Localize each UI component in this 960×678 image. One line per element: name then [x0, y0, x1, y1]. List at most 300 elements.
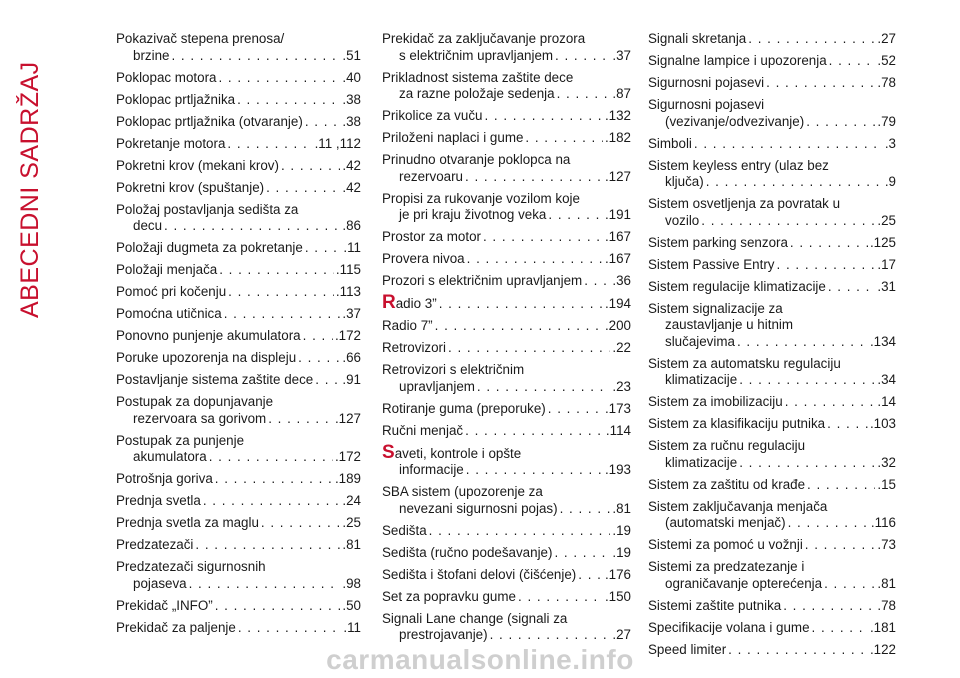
dot-leader — [215, 471, 333, 488]
dot-leader — [560, 501, 611, 518]
index-entry — [382, 31, 631, 64]
dot-leader — [490, 627, 611, 644]
index-entry-text: Ponovno punjenje akumulatora — [116, 328, 301, 343]
index-entry-text: Sedišta — [382, 522, 427, 538]
dot-leader — [195, 537, 340, 554]
dot-leader — [238, 620, 342, 637]
index-entry-last-line — [648, 53, 896, 70]
page-number: .24 — [342, 493, 361, 508]
page-number: .115 — [335, 262, 361, 277]
dot-leader — [228, 284, 334, 301]
index-entry-line: Postupak za dopunjavanje — [116, 394, 274, 409]
index-entry-last-line — [382, 501, 631, 518]
page-number: .23 — [612, 378, 631, 394]
side-title-text: ABECEDNI SADRŽAJ — [16, 61, 44, 318]
index-entry — [648, 257, 896, 274]
dot-leader — [777, 257, 876, 274]
index-entry-last-line — [116, 240, 361, 257]
dot-leader — [219, 262, 334, 279]
dot-leader — [466, 462, 603, 479]
dot-leader — [483, 229, 603, 246]
index-entry-text: Priloženi naplaci i gume — [382, 130, 524, 145]
index-entry-last-line — [648, 257, 896, 274]
dot-leader — [766, 75, 875, 92]
index-entry — [648, 53, 896, 70]
index-entry-line: Sistem osvetljenja za povratak u — [648, 196, 841, 211]
index-entry — [116, 620, 361, 637]
dot-leader — [435, 318, 603, 335]
index-entry-text: Prostor za motor — [382, 229, 481, 244]
page-number: .114 — [605, 422, 631, 438]
index-entry-last-line — [648, 576, 896, 593]
dot-leader — [739, 455, 875, 472]
index-entry-line: Retrovizori s električnim — [382, 362, 525, 377]
dot-leader — [554, 545, 610, 562]
page-number: .116 — [870, 515, 896, 530]
index-entry-last-line — [116, 620, 361, 637]
index-entry — [382, 251, 631, 268]
page-number: .122 — [869, 641, 896, 657]
page-number: .38 — [342, 91, 361, 107]
dot-leader — [203, 493, 341, 510]
dot-leader — [465, 169, 603, 186]
index-entry — [116, 158, 361, 175]
index-entry-text: ograničavanje opterećenja — [665, 575, 823, 591]
index-entry-text: Retrovizori — [382, 340, 446, 355]
index-entry-last-line — [116, 537, 361, 554]
dot-leader — [807, 477, 875, 494]
index-entry-text: Sistem parking senzora — [648, 234, 788, 250]
index-entry — [116, 240, 361, 257]
dot-leader — [584, 273, 610, 290]
index-entry — [382, 273, 631, 290]
dot-leader — [448, 340, 610, 357]
index-entry-text: Speed limiter — [648, 641, 727, 657]
index-entry — [648, 499, 896, 532]
index-entry-text: Prekidač „INFO” — [116, 597, 213, 613]
index-entry — [648, 97, 896, 130]
index-entry-text: Simboli — [648, 135, 692, 151]
dot-leader — [557, 86, 611, 103]
index-column-2 — [382, 31, 631, 649]
index-entry-line: Prekidač za zaključavanje prozora — [382, 31, 586, 46]
index-column-1 — [116, 31, 361, 642]
index-entry — [648, 136, 896, 153]
index-entry — [116, 471, 361, 488]
index-entry-last-line — [382, 292, 631, 313]
index-entry-line: Predzatezači sigurnosnih — [116, 559, 266, 574]
index-entry-last-line — [648, 174, 896, 191]
index-column-3 — [648, 31, 896, 664]
dot-leader — [467, 251, 603, 268]
index-entry-text: vozilo — [665, 212, 700, 228]
index-entry-text: Set za popravku gume — [382, 588, 516, 604]
dot-leader — [827, 416, 868, 433]
index-entry — [648, 356, 896, 389]
index-entry — [382, 191, 631, 224]
index-entry-line: Propisi za rukovanje vozilom koje — [382, 190, 580, 206]
index-entry — [116, 394, 361, 427]
index-entry-last-line — [382, 545, 631, 562]
page-number: .167 — [604, 251, 631, 266]
page-number: .79 — [877, 113, 896, 129]
index-entry — [116, 92, 361, 109]
dot-leader — [227, 136, 312, 153]
index-entry-text: Sigurnosni pojasevi — [648, 75, 765, 90]
index-entry — [648, 438, 896, 471]
dot-leader — [224, 306, 341, 323]
index-entry-last-line — [382, 567, 631, 584]
index-entry-line: Sigurnosni pojasevi — [648, 97, 765, 112]
page-number: .32 — [877, 454, 896, 470]
dot-leader — [739, 372, 875, 389]
page-number: .22 — [612, 340, 631, 355]
page-number: .9 — [884, 174, 896, 189]
page-number: .19 — [612, 522, 631, 538]
page-number: .191 — [604, 207, 631, 222]
index-entry-last-line — [648, 372, 896, 389]
index-entry-text: nevezani sigurnosni pojas) — [399, 500, 558, 516]
index-entry-text: Provera nivoa — [382, 251, 465, 266]
index-entry — [382, 362, 631, 395]
page-number: .98 — [342, 575, 361, 591]
index-entry-text: (automatski menjač) — [665, 515, 786, 530]
index-entry-text: Ručni menjač — [382, 422, 464, 438]
index-entry-text: Sistemi za pomoć u vožnji — [648, 537, 803, 552]
index-entry-last-line — [382, 130, 631, 147]
index-entry-last-line — [116, 493, 361, 510]
dot-leader — [281, 158, 340, 175]
index-entry-text: rezervoara sa gorivom — [133, 410, 267, 426]
dot-leader — [237, 92, 340, 109]
index-entry — [382, 70, 631, 103]
index-entry-last-line — [382, 108, 631, 125]
page-number: .40 — [342, 69, 361, 85]
index-entry-last-line — [382, 462, 631, 479]
index-entry-last-line — [648, 334, 896, 351]
dot-leader — [477, 379, 610, 396]
page-number: .11 — [343, 240, 361, 255]
page-number: .73 — [877, 537, 896, 552]
dot-leader — [748, 31, 875, 48]
index-entry-last-line — [382, 251, 631, 268]
index-entry-last-line — [116, 180, 361, 197]
dot-leader — [785, 394, 876, 411]
index-entry-line: Sistem zaključavanja menjača — [648, 498, 828, 514]
index-entry-text: Rotiranje guma (preporuke) — [382, 400, 546, 416]
index-entry-text: Signali skretanja — [648, 31, 747, 46]
index-entry-last-line — [382, 340, 631, 357]
dot-leader — [439, 296, 603, 313]
index-entry — [382, 611, 631, 644]
index-entry — [116, 306, 361, 323]
index-entry-line: Sistem keyless entry (ulaz bez — [648, 157, 829, 173]
index-entry-text: Signalne lampice i upozorenja — [648, 53, 827, 68]
page-number: .17 — [877, 256, 896, 272]
dot-leader — [525, 130, 603, 147]
index-entry-last-line — [116, 449, 361, 466]
index-entry-last-line — [382, 318, 631, 335]
index-entry-line: Prinudno otvaranje poklopca na — [382, 152, 571, 167]
index-entry-line: Položaj postavljanja sedišta za — [116, 201, 299, 217]
index-entry — [116, 598, 361, 615]
index-entry-line: Sistem za automatsku regulaciju — [648, 355, 841, 371]
section-initial: R — [382, 292, 396, 313]
page-number: .78 — [877, 597, 896, 613]
page-number: .15 — [877, 476, 896, 492]
index-entry-last-line — [382, 86, 631, 103]
index-entry-last-line — [382, 627, 631, 644]
page-number: .42 — [342, 157, 361, 173]
page-number: .181 — [869, 619, 896, 635]
index-entry-text: Pomoćna utičnica — [116, 306, 222, 321]
dot-leader — [555, 48, 610, 65]
index-entry-last-line — [382, 48, 631, 65]
index-entry — [648, 620, 896, 637]
index-entry-text: Položaji menjača — [116, 262, 218, 277]
index-entry-last-line — [116, 48, 361, 65]
index-entry-text: Poruke upozorenja na displeju — [116, 350, 297, 365]
index-entry-text: Specifikacije volana i gume — [648, 619, 810, 635]
page-number: .36 — [612, 273, 631, 288]
page-number: .87 — [612, 86, 631, 101]
page-number: .134 — [869, 333, 896, 349]
index-entry-last-line — [382, 169, 631, 186]
dot-leader — [788, 515, 869, 532]
page-number: .200 — [604, 318, 631, 333]
watermark: carmanualsonline.info — [326, 644, 634, 675]
dot-leader — [465, 423, 604, 440]
index-entry — [382, 340, 631, 357]
page-number: .189 — [334, 471, 361, 486]
index-entry — [648, 477, 896, 494]
page-number: .103 — [869, 416, 896, 431]
index-entry — [648, 75, 896, 92]
page-number: .31 — [877, 278, 896, 294]
page-number: .37 — [342, 306, 361, 321]
page-number: .81 — [612, 500, 631, 516]
dot-leader — [171, 48, 340, 65]
page-number: .132 — [604, 108, 631, 123]
index-entry — [648, 537, 896, 554]
index-entry-text: Prikolice za vuču — [382, 108, 483, 123]
index-entry — [116, 202, 361, 235]
index-entry-text: klimatizacije — [665, 454, 738, 470]
index-entry-last-line — [382, 207, 631, 224]
index-entry-line: Sistem za ručnu regulaciju — [648, 438, 806, 453]
dot-leader — [266, 180, 340, 197]
index-entry-last-line — [648, 537, 896, 554]
page-number: .27 — [612, 627, 631, 642]
dot-leader — [268, 411, 333, 428]
index-entry-text: prestrojavanje) — [399, 627, 488, 642]
index-entry-last-line — [382, 423, 631, 440]
index-entry — [382, 423, 631, 440]
page-number: .127 — [604, 168, 631, 184]
index-entry-text: klimatizacije — [665, 372, 738, 387]
index-entry-text: informacije — [399, 462, 464, 477]
index-entry-text: je pri kraju životnog veka — [399, 207, 547, 222]
index-entry — [648, 301, 896, 351]
index-entry-text: Sistemi zaštite putnika — [648, 597, 782, 613]
index-entry — [116, 180, 361, 197]
index-entry-text: ključa) — [665, 174, 704, 189]
dot-leader — [706, 174, 883, 191]
index-entry — [382, 401, 631, 418]
index-entry-last-line — [116, 284, 361, 301]
dot-leader — [298, 350, 340, 367]
index-entry-text: Sedišta (ručno podešavanje) — [382, 544, 553, 560]
index-entry — [116, 31, 361, 64]
index-entry-text: Prednja svetla za maglu — [116, 515, 259, 530]
index-entry — [116, 114, 361, 131]
dot-leader — [484, 108, 602, 125]
index-entry — [116, 136, 361, 153]
page-number: .172 — [334, 449, 361, 464]
index-entry-last-line — [116, 350, 361, 367]
dot-leader — [790, 235, 868, 252]
index-entry — [648, 158, 896, 191]
index-entry — [116, 515, 361, 532]
index-entry-last-line — [382, 401, 631, 418]
index-entry-line: SBA sistem (upozorenje za — [382, 484, 543, 499]
page-number: .91 — [342, 372, 361, 387]
page-number: .66 — [342, 350, 361, 365]
index-entry-line: Postupak za punjenje — [116, 432, 245, 448]
index-entry-text: (vezivanje/odvezivanje) — [665, 113, 805, 129]
page-number: .25 — [877, 212, 896, 228]
dot-leader — [783, 598, 875, 615]
index-entry-last-line — [648, 136, 896, 153]
index-entry — [116, 262, 361, 279]
index-entry — [648, 196, 896, 229]
index-entry-last-line — [382, 523, 631, 540]
index-entry-rest: adio 3” — [395, 296, 437, 311]
page-number: .150 — [604, 588, 631, 604]
page-number: .11 ,112 — [314, 135, 361, 151]
index-entry-last-line — [648, 394, 896, 411]
index-entry-text: Sistem Passive Entry — [648, 256, 775, 272]
index-entry-text: decu — [133, 218, 163, 233]
index-entry — [648, 235, 896, 252]
index-entry — [648, 394, 896, 411]
index-entry — [382, 152, 631, 185]
index-entry-last-line — [116, 576, 361, 593]
dot-leader — [701, 213, 875, 230]
dot-leader — [805, 537, 876, 554]
index-entry-last-line — [116, 306, 361, 323]
dot-leader — [548, 401, 603, 418]
index-entry-text: Sedišta i štofani delovi (čišćenje) — [382, 566, 577, 582]
index-entry — [116, 537, 361, 554]
dot-leader — [548, 207, 603, 224]
index-entry-last-line — [116, 70, 361, 87]
index-entry-line: Pokazivač stepena prenosa/ — [116, 31, 285, 46]
page-number: .34 — [877, 372, 896, 387]
index-entry-text: Radio 7” — [382, 318, 433, 333]
index-entry-line: Prikladnost sistema zaštite dece — [382, 69, 574, 85]
index-entry-last-line — [382, 229, 631, 246]
page-number: .38 — [342, 113, 361, 129]
index-entry-text: Pokretanje motora — [116, 135, 226, 151]
page-number: .193 — [604, 462, 631, 477]
index-entry — [382, 130, 631, 147]
dot-leader — [305, 240, 342, 257]
section-initial: S — [382, 441, 395, 463]
page-number: .167 — [604, 229, 631, 244]
index-entry — [116, 328, 361, 345]
index-entry — [116, 559, 361, 592]
index-entry-text: Prednja svetla — [116, 493, 201, 508]
page-number: .172 — [334, 328, 361, 343]
page-number: .173 — [604, 400, 631, 416]
index-entry-last-line — [648, 477, 896, 494]
index-entry — [382, 108, 631, 125]
page-number: .182 — [604, 130, 631, 145]
page-number: .14 — [877, 394, 896, 409]
page-number: .50 — [342, 597, 361, 613]
page-number: .51 — [342, 47, 361, 63]
dot-leader — [824, 576, 875, 593]
index-entry-text — [382, 292, 437, 313]
index-entry — [382, 523, 631, 540]
dot-leader — [694, 136, 883, 153]
index-entry — [382, 318, 631, 335]
dot-leader — [218, 70, 340, 87]
index-entry — [116, 372, 361, 389]
dot-leader — [305, 114, 341, 131]
index-entry-last-line — [648, 455, 896, 472]
index-entry — [116, 284, 361, 301]
page-number: .52 — [877, 53, 896, 68]
index-entry — [382, 567, 631, 584]
index-entry-last-line — [648, 598, 896, 615]
index-entry-last-line — [116, 136, 361, 153]
dot-leader — [189, 576, 341, 593]
page-number: .113 — [335, 284, 361, 299]
dot-leader — [812, 620, 868, 637]
index-entry-text: Pomoć pri kočenju — [116, 284, 227, 299]
index-entry-last-line — [648, 235, 896, 252]
index-entry-line: Signali Lane change (signali za — [382, 610, 568, 626]
index-entry-text: Potrošnja goriva — [116, 471, 213, 486]
index-entry — [382, 292, 631, 313]
index-entry-last-line — [648, 114, 896, 131]
dot-leader — [164, 218, 340, 235]
index-entry-last-line — [648, 416, 896, 433]
page-number: .86 — [342, 218, 361, 233]
index-entry-last-line — [116, 262, 361, 279]
page-number: .194 — [604, 296, 631, 311]
index-entry-last-line — [116, 471, 361, 488]
index-entry-text: s električnim upravljanjem — [399, 47, 554, 63]
index-entry-last-line — [116, 218, 361, 235]
index-entry — [648, 559, 896, 592]
index-entry-text: brzine — [133, 47, 170, 63]
index-entry-last-line — [116, 515, 361, 532]
index-entry-text: Položaji dugmeta za pokretanje — [116, 240, 303, 255]
index-entry-last-line — [648, 31, 896, 48]
index-entry-text: Poklopac prtljažnika (otvaranje) — [116, 113, 303, 129]
page-number: .19 — [612, 544, 631, 560]
page-number: .27 — [877, 31, 896, 46]
index-entry — [116, 433, 361, 466]
dot-leader — [828, 279, 876, 296]
index-entry-text: slučajevima — [665, 333, 735, 349]
index-entry-text: aveti, kontrole i opšte — [394, 445, 522, 461]
index-entry-last-line — [648, 213, 896, 230]
index-entry-text: Sistem za klasifikaciju putnika — [648, 416, 826, 431]
